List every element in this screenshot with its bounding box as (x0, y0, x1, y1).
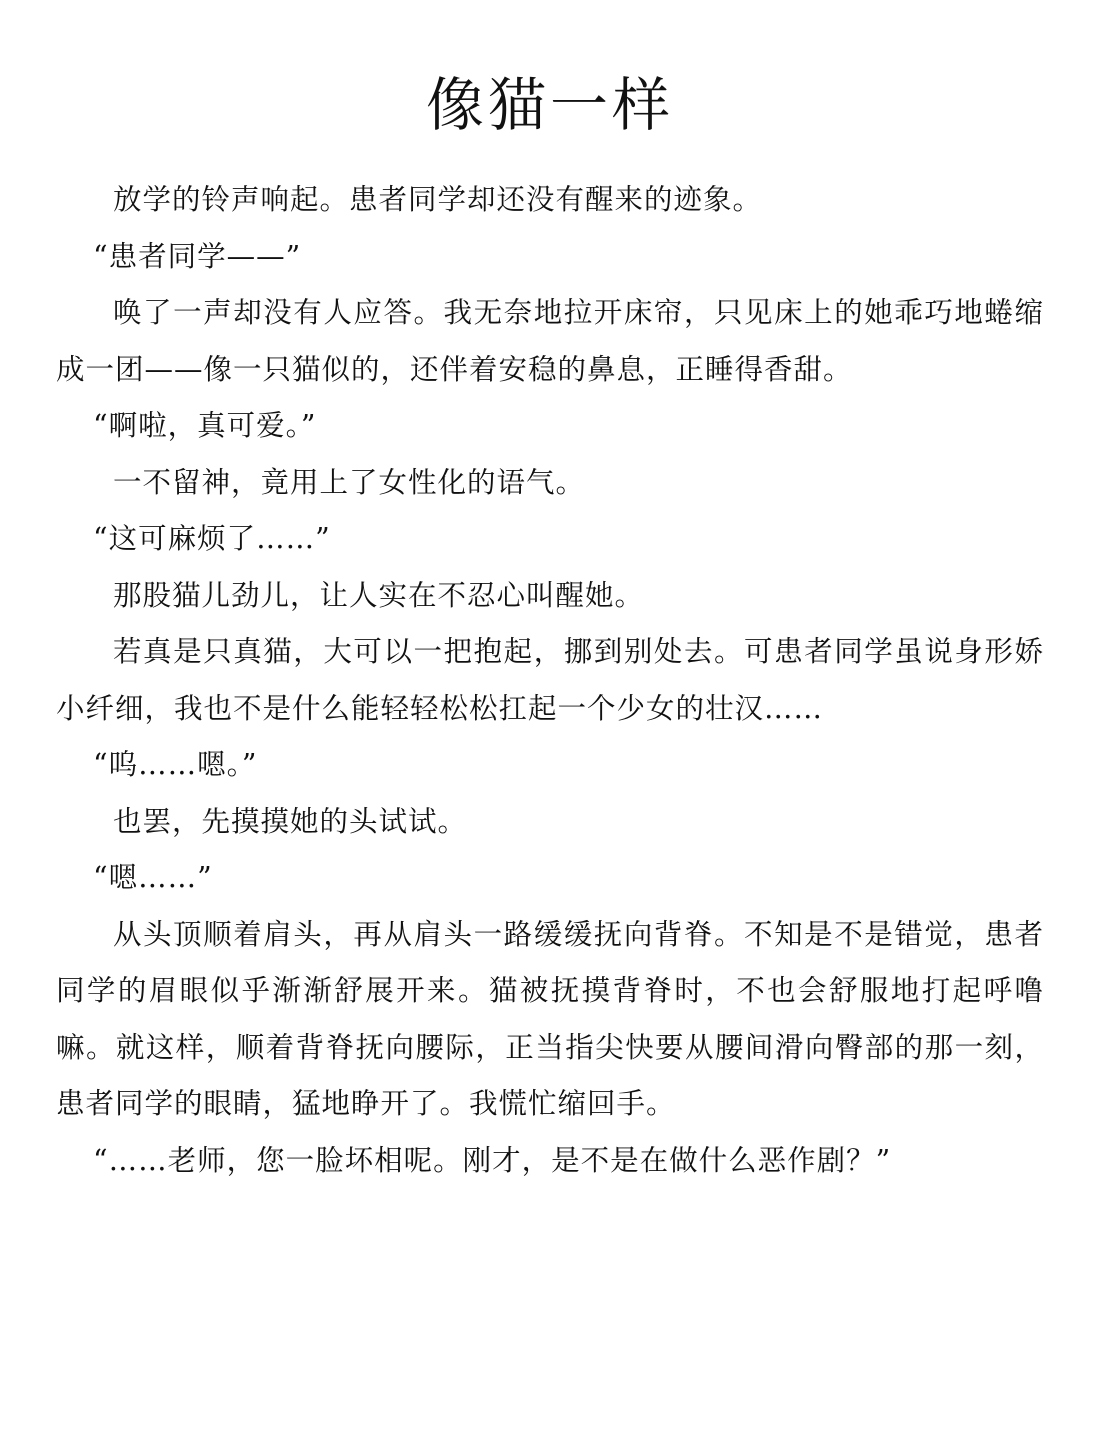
paragraph: 那股猫儿劲儿，让人实在不忍心叫醒她。 (113, 578, 645, 612)
dialogue-line: “呜……嗯。” (93, 748, 258, 781)
paragraph: 一不留神，竟用上了女性化的语气。 (113, 465, 586, 499)
dialogue-line: “啊啦，真可爱。” (93, 409, 317, 442)
paragraph: 若真是只真猫，大可以一把抱起，挪到别处去。可患者同学虽说身形娇小纤细，我也不是什么能轻轻松松扛起一个少女的壮汉…… (56, 635, 1044, 725)
dialogue-line: “这可麻烦了……” (93, 522, 331, 555)
paragraph: 唤了一声却没有人应答。我无奈地拉开床帘，只见床上的她乖巧地蜷缩成一团——像一只猫似的，还伴着安稳的鼻息，正睡得香甜。 (56, 296, 1044, 386)
paragraph: 也罢，先摸摸她的头试试。 (113, 804, 468, 838)
document-title: 像猫一样 (425, 71, 674, 139)
paragraph: 放学的铃声响起。患者同学却还没有醒来的迹象。 (113, 183, 763, 216)
dialogue-line: “……老师，您一脸坏相呢。刚才，是不是在做什么恶作剧？” (93, 1143, 892, 1177)
document-body (56, 172, 1044, 1189)
dialogue-line: “患者同学——” (93, 239, 302, 273)
dialogue-line: “嗯……” (93, 861, 213, 894)
paragraph: 从头顶顺着肩头，再从肩头一路缓缓抚向背脊。不知是不是错觉，患者同学的眉眼似乎渐渐舒展开来。猫被抚摸背脊时，不也会舒服地打起呼噜嘛。就这样，顺着背脊抚向腰际，正当指尖快要从腰间滑向臀部的那一刻，患者同学的眼睛，猛地睁开了。我慌忙缩回手。 (56, 917, 1044, 1120)
